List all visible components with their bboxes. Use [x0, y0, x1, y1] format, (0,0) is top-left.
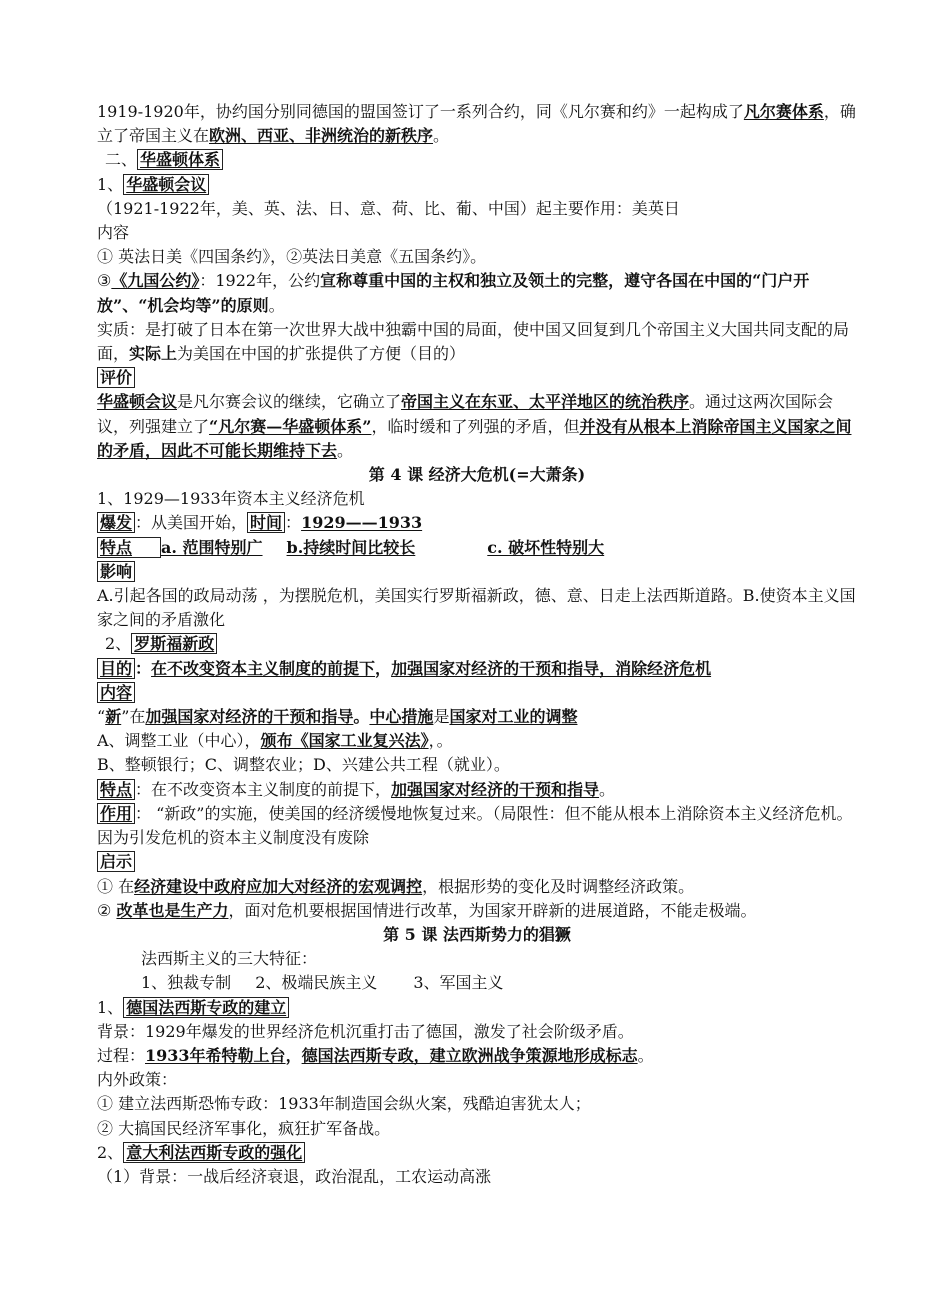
policies-label: 内外政策： — [97, 1070, 178, 1090]
nine-power-treaty: ③《九国公约》：1922年，公约宣称尊重中国的主权和独立及领土的完整，遵守各国在中国的“门户开放”、“机会均等”的原则。 — [97, 271, 810, 315]
effect-paragraph: 作用 ： “新政”的实施，使美国的经济缓慢地恢复过来。（局限性：但不能从根本上消除资本主义经济危机。因为引发危机的资本主义制度没有废除 — [97, 803, 853, 848]
lesson-5-title: 第 5 课 法西斯势力的猖獗 — [383, 924, 571, 944]
heading-germany: 1、 德国法西斯专政的建立 — [97, 996, 857, 1020]
content-label: 内容 — [97, 223, 130, 243]
conference-info: （1921-1922年，美、英、法、日、意、荷、比、葡、中国）起主要作用：美英日 — [97, 198, 680, 218]
essence-paragraph: 实质：是打破了日本在第一次世界大战中独霸中国的局面，使中国又回复到几个帝国主义大国共同支配的局面，实际上为美国在中国的扩张提供了方便（目的） — [97, 319, 850, 364]
germany-process: 过程：1933年希特勒上台，德国法西斯专政，建立欧洲战争策源地形成标志。 — [97, 1045, 654, 1065]
evaluation-label: 评价 — [97, 366, 857, 390]
measures-b-line: B、整顿银行；C、调整农业；D、兴建公共工程（就业）。 — [97, 755, 510, 775]
fascism-features-heading: 法西斯主义的三大特征： — [141, 949, 318, 969]
term-versailles-system: 凡尔赛体系 — [743, 102, 824, 121]
policy-2: ② 大搞国民经济军事化，疯狂扩军备战。 — [97, 1118, 391, 1138]
heading-new-deal: 2、 罗斯福新政 — [97, 632, 857, 656]
content-label-2: 内容 — [97, 681, 857, 705]
insight-1-line: ① 在经济建设中政府应加大对经济的宏观调控，根据形势的变化及时调整经济政策。 — [97, 876, 695, 896]
new-deal-core-line: “新”在加强国家对经济的干预和指导。中心措施是国家对工业的调整 — [97, 707, 578, 727]
lesson-4-title: 第 4 课 经济大危机(=大萧条) — [368, 465, 586, 485]
impact-label: 影响 — [97, 560, 857, 584]
traits-line: 特点 ：在不改变资本主义制度的前提下，加强国家对经济的干预和指导。 — [97, 778, 857, 802]
purpose-line: 目的 ：在不改变资本主义制度的前提下，加强国家对经济的干预和指导，消除经济危机 — [97, 657, 857, 681]
insight-label: 启示 — [97, 850, 857, 874]
italy-background: （1）背景：一战后经济衰退，政治混乱，工农运动高涨 — [97, 1166, 492, 1186]
heading-italy: 2、 意大利法西斯专政的强化 — [97, 1141, 857, 1165]
heading-washington-system: 二、 华盛顿体系 — [97, 148, 857, 172]
insight-2-line: ② 改革也是生产力，面对危机要根据国情进行改革，为国家开辟新的进展道路，不能走极端。 — [97, 900, 757, 920]
policy-1: ① 建立法西斯恐怖专政：1933年制造国会纵火案，残酷迫害犹太人； — [97, 1094, 591, 1114]
crisis-heading: 1、1929—1933年资本主义经济危机 — [97, 489, 365, 509]
germany-background: 背景：1929年爆发的世界经济危机沉重打击了德国，激发了社会阶级矛盾。 — [97, 1021, 634, 1041]
document-page — [97, 100, 857, 1189]
impact-paragraph: A.引起各国的政局动荡 ，为摆脱危机，美国实行罗斯福新政，德、意、日走上法西斯道路。B.使资本主义国家之间的矛盾激化 — [97, 586, 856, 630]
fascism-features-list: 1、独裁专制 2、极端民族主义 3、军国主义 — [141, 973, 504, 993]
measures-a-line: A、调整工业（中心），颁布《国家工业复兴法》，。 — [97, 731, 453, 751]
outbreak-line: 爆发 ：从美国开始， 时间 ：1929——1933 — [97, 511, 857, 535]
term-new-order: 欧洲、西亚、非洲统治的新秩序 — [209, 126, 434, 146]
paragraph-versailles: 1919-1920年，协约国分别同德国的盟国签订了一系列合约，同《凡尔赛和约》一起构成了凡尔赛体系，确立了帝国主义在欧洲、西亚、非洲统治的新秩序。 — [97, 102, 856, 146]
features-line: 特点 a. 范围特别广 b.持续时间比较长 c. 破坏性特别大 — [97, 536, 857, 560]
heading-washington-conference: 1、 华盛顿会议 — [97, 173, 857, 197]
treaties-line: ① 英法日美《四国条约》，②英法日美意《五国条约》。 — [97, 247, 487, 267]
evaluation-paragraph: 华盛顿会议是凡尔赛会议的继续，它确立了帝国主义在东亚、太平洋地区的统治秩序。通过这两次国际会议，列强建立了“凡尔赛—华盛顿体系”，临时缓和了列强的矛盾，但并没有从根本上消除帝国主义国家之间的矛盾，因此不可能长期维持下去。 — [97, 392, 852, 460]
